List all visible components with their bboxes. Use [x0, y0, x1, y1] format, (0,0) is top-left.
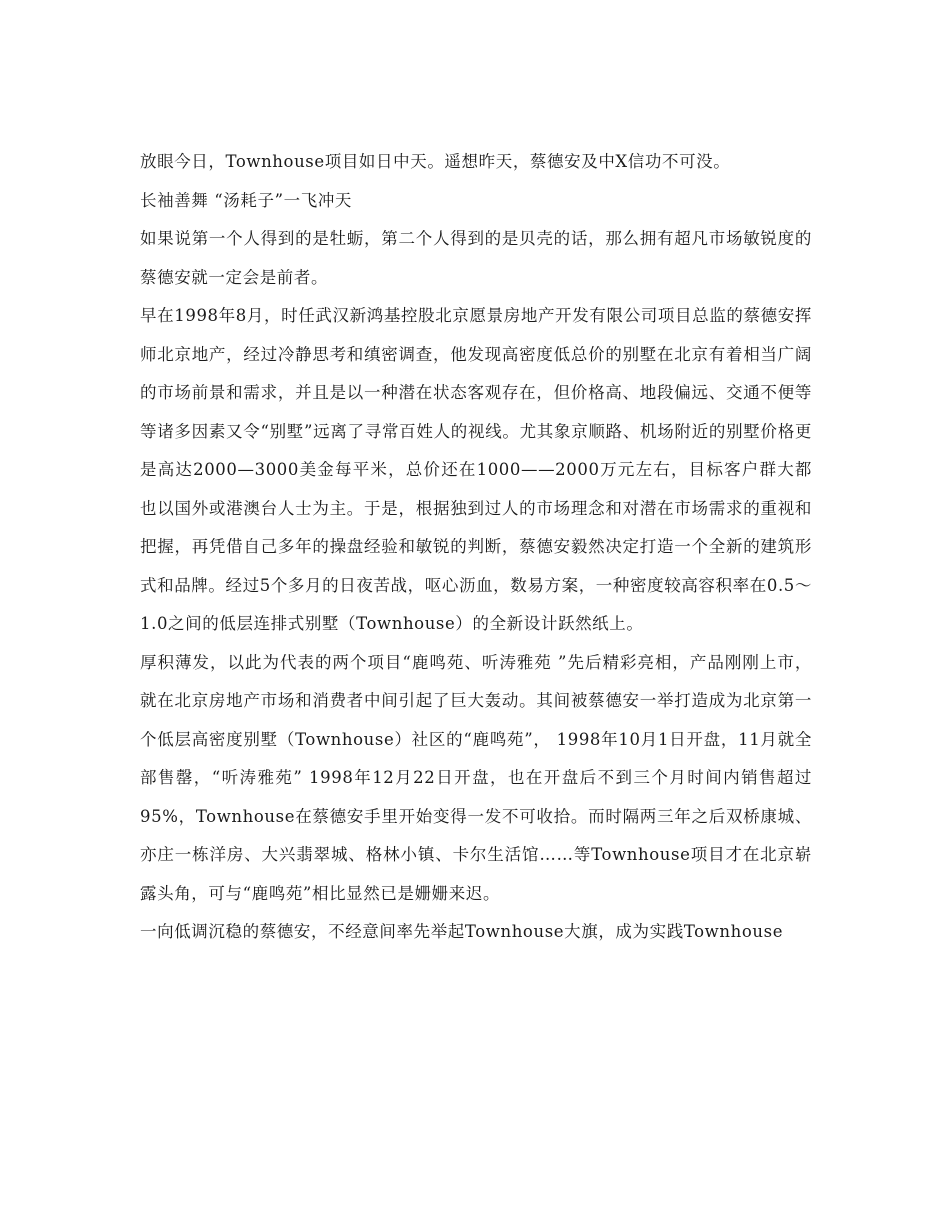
paragraph-1998-august: 早在1998年8月，时任武汉新鸿基控股北京愿景房地产开发有限公司项目总监的蔡德安挥师北京地产，经过冷静思考和缜密调查，他发现高密度低总价的别墅在北京有着相当广阔的市场前景和需求，并且是以一种潜在状态客观存在，但价格高、地段偏远、交通不便等等诸多因素又令“别墅”远离了寻常百姓人的视线。尤其象京顺路、机场附近的别墅价格更是高达2000—3000美金每平米，总价还在1000——2000万元左右，目标客户群大都也以国外或港澳台人士为主。于是，根据独到过人的市场理念和对潜在市场需求的重视和把握，再凭借自己多年的操盘经验和敏锐的判断，蔡德安毅然决定打造一个全新的建筑形式和品牌。经过5个多月的日夜苦战，呕心沥血，数易方案，一种密度较高容积率在0.5～1.0之间的低层连排式别墅（Townhouse）的全新设计跃然纸上。 — [140, 306, 812, 633]
document-body — [140, 143, 812, 952]
paragraph-oyster: 如果说第一个人得到的是牡蛎，第二个人得到的是贝壳的话，那么拥有超凡市场敏锐度的蔡德安就一定会是前者。 — [140, 229, 812, 287]
paragraph-projects-launch: 厚积薄发，以此为代表的两个项目“鹿鸣苑、听涛雅苑 ”先后精彩亮相，产品刚刚上市，就在北京房地产市场和消费者中间引起了巨大轰动。其间被蔡德安一举打造成为北京第一个低层高密度别墅（Townhouse）社区的“鹿鸣苑”， 1998年10月1日开盘，11月就全部售罄，“听涛雅苑” 1998年12月22日开盘，也在开盘后不到三个月时间内销售超过95%，Townhouse在蔡德安手里开始变得一发不可收拾。而时隔两三年之后双桥康城、亦庄一栋洋房、大兴翡翠城、格林小镇、卡尔生活馆……等Townhouse项目才在北京崭露头角，可与“鹿鸣苑”相比显然已是姗姗来迟。 — [140, 652, 812, 903]
paragraph-intro: 放眼今日，Townhouse项目如日中天。遥想昨天，蔡德安及中X信功不可没。 — [140, 152, 731, 171]
paragraph-townhouse-banner: 一向低调沉稳的蔡德安，不经意间率先举起Townhouse大旗，成为实践Townhouse — [140, 922, 784, 941]
section-heading: 长袖善舞 “汤耗子”一飞冲天 — [140, 190, 353, 210]
